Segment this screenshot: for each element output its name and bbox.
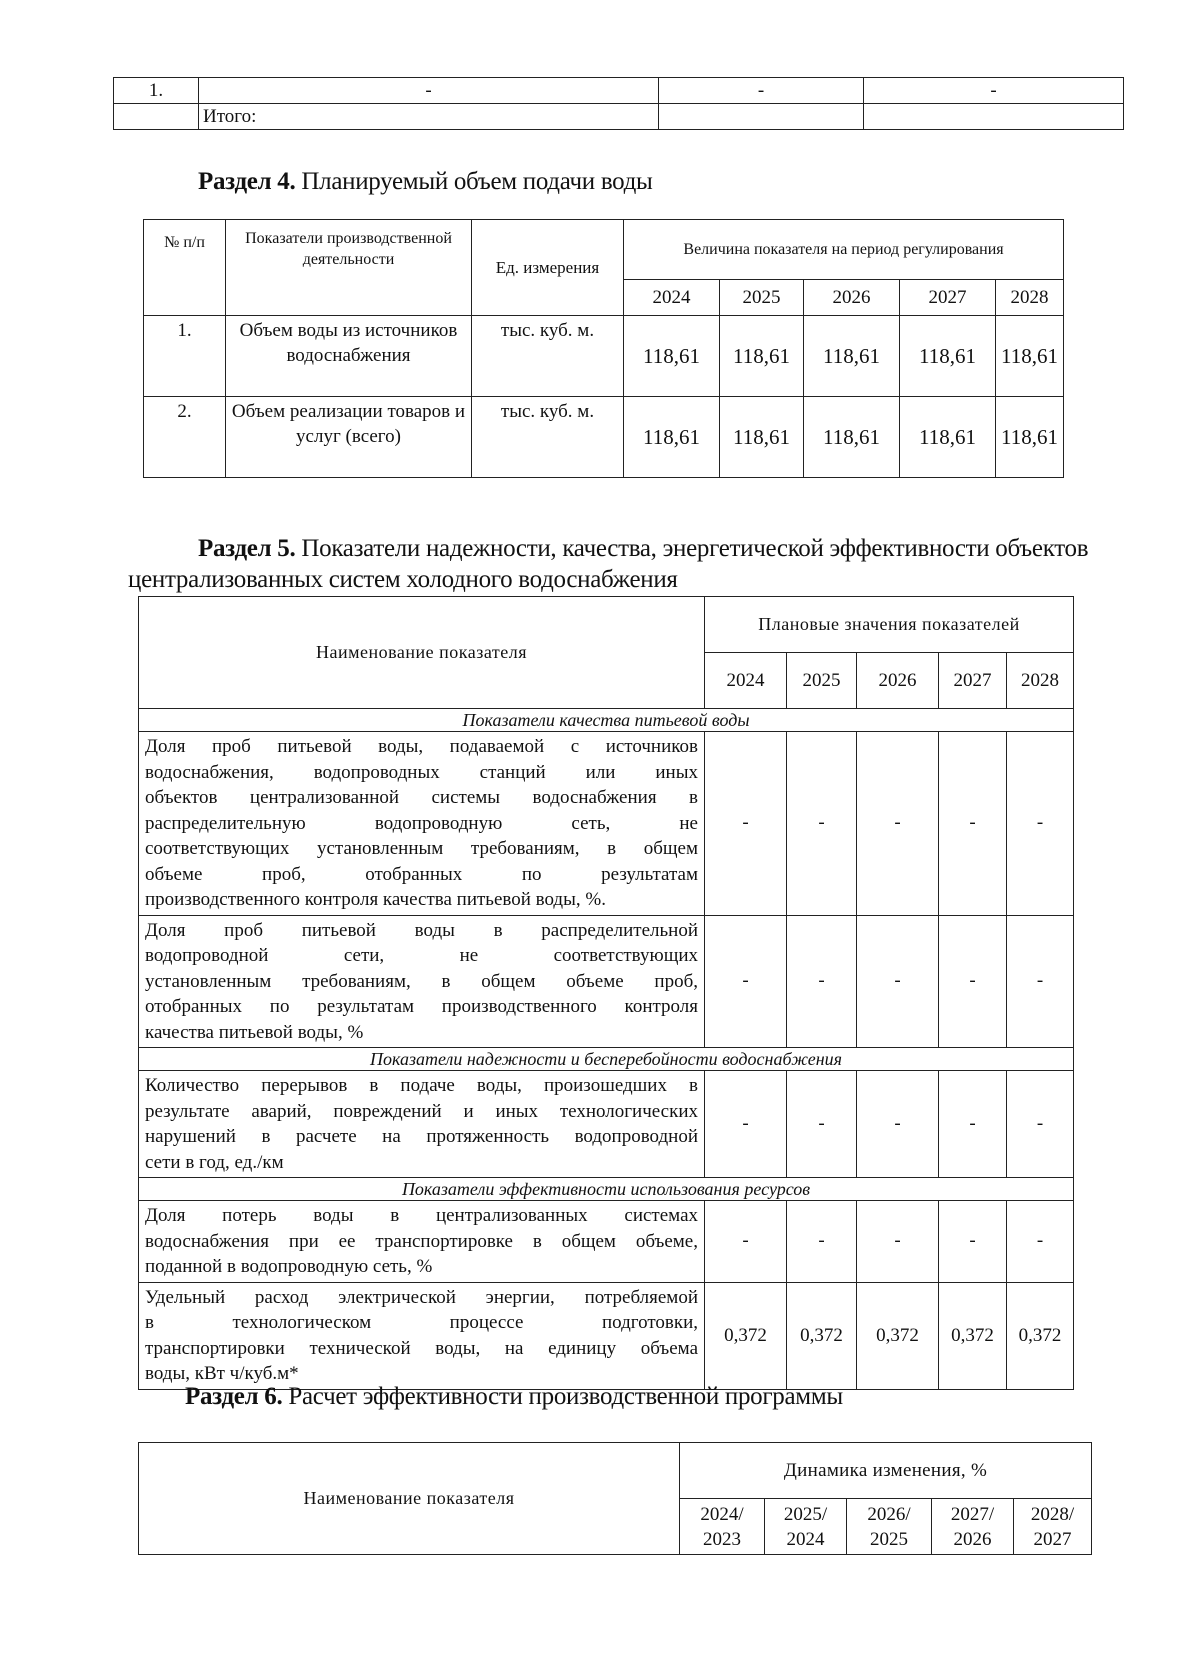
s6-period-top: 2026/: [867, 1503, 911, 1525]
section6-title-rest: Расчет эффективности производственной программы: [282, 1383, 843, 1410]
s5-r1-v2026: -: [857, 1071, 939, 1178]
top-total-label: Итого:: [199, 104, 659, 130]
s4-row1-v2025: 118,61: [720, 316, 804, 397]
s4-row2-v2024: 118,61: [624, 397, 720, 478]
s5-q1-line: производственного контроля качества питьевой воды, %.: [145, 889, 606, 910]
top-row1-c3: -: [659, 78, 864, 104]
s4-year-2026: 2026: [804, 280, 900, 316]
s6-period-bottom: 2024: [786, 1528, 825, 1550]
s6-period-2027-2026: [932, 1499, 1014, 1555]
s5-q1-v2028: -: [1007, 732, 1074, 916]
s5-e2-v2028: 0,372: [1007, 1282, 1074, 1389]
s6-period-top: 2028/: [1030, 1503, 1075, 1525]
section6-title-bold: Раздел 6.: [185, 1383, 283, 1410]
s4-row2-unit: тыс. куб. м.: [472, 397, 624, 478]
s5-q1-line: водоснабжения, водопроводных станций или иных: [145, 761, 698, 783]
s5-r1-line: нарушений в расчете на протяженность водопроводной: [145, 1126, 698, 1147]
s6-header-dynamics: Динамика изменения, %: [680, 1443, 1092, 1499]
s6-period-top: 2024/: [700, 1503, 744, 1525]
s4-row1-unit: тыс. куб. м.: [472, 316, 624, 397]
s5-q2-v2028: -: [1007, 915, 1074, 1048]
section6-table: [138, 1442, 1092, 1555]
s5-q2-v2026: -: [857, 915, 939, 1048]
s5-e1-name: [139, 1201, 705, 1283]
top-total-empty: [114, 104, 199, 130]
top-row1-c2: -: [199, 78, 659, 104]
s5-year-2024: 2024: [705, 653, 787, 709]
s5-header-name: Наименование показателя: [139, 597, 705, 709]
section4-title-rest: Планируемый объем подачи воды: [295, 168, 653, 195]
s6-period-2025-2024: [765, 1499, 847, 1555]
s4-year-2025: 2025: [720, 280, 804, 316]
s5-q1-v2024: -: [705, 732, 787, 916]
s5-e2-line: в технологическом процессе подготовки,: [145, 1312, 698, 1333]
section5-title-bold: Раздел 5.: [198, 535, 296, 562]
s5-r1-v2025: -: [787, 1071, 857, 1178]
s5-e2-name: [139, 1282, 705, 1389]
s5-year-2026: 2026: [857, 653, 939, 709]
section4-title: [198, 168, 653, 196]
section4-title-bold: Раздел 4.: [198, 168, 296, 195]
s5-q1-name: [139, 732, 705, 916]
s5-q1-line: объеме проб, отобранных по результатам: [145, 863, 698, 885]
s5-e1-line: Доля потерь воды в централизованных системах: [145, 1205, 698, 1226]
s5-q1-v2025: -: [787, 732, 857, 916]
s5-q1-v2027: -: [939, 732, 1007, 916]
s6-period-bottom: 2025: [870, 1528, 908, 1550]
s4-row2-name: Объем реализации товаров и услуг (всего): [226, 397, 472, 478]
s5-r1-v2024: -: [705, 1071, 787, 1178]
s5-e1-v2027: -: [939, 1201, 1007, 1283]
section5-title-rest: Показатели надежности, качества, энергетической эффективности объектов: [295, 535, 1089, 562]
s5-e2-v2024: 0,372: [705, 1282, 787, 1389]
s5-q1-v2026: -: [857, 732, 939, 916]
s4-row2-v2025: 118,61: [720, 397, 804, 478]
s5-category-efficiency: Показатели эффективности использования ресурсов: [139, 1178, 1074, 1201]
top-row1-num: 1.: [114, 78, 199, 104]
s5-r1-line: результате аварий, повреждений и иных технологических: [145, 1100, 698, 1122]
top-table: [113, 77, 1124, 130]
section6-title: [185, 1383, 843, 1411]
s4-row2-v2027: 118,61: [900, 397, 996, 478]
s4-year-2027: 2027: [900, 280, 996, 316]
s4-row1-num: 1.: [144, 316, 226, 397]
s5-r1-line: сети в год, ед./км: [145, 1151, 284, 1173]
s5-q2-name: [139, 915, 705, 1048]
top-total-c3: [659, 104, 864, 130]
s5-year-2028: 2028: [1007, 653, 1074, 709]
s5-e2-line: воды, кВт ч/куб.м*: [145, 1363, 299, 1384]
s4-row1-v2026: 118,61: [804, 316, 900, 397]
s5-r1-name: [139, 1071, 705, 1178]
s5-r1-v2027: -: [939, 1071, 1007, 1178]
s5-e1-v2026: -: [857, 1201, 939, 1283]
s5-q2-line: качества питьевой воды, %: [145, 1021, 364, 1043]
s6-period-bottom: 2023: [703, 1528, 741, 1550]
s5-e1-v2025: -: [787, 1201, 857, 1283]
s5-year-2027: 2027: [939, 653, 1007, 709]
top-row1-c4: -: [864, 78, 1124, 104]
s4-header-indicator: Показатели производственной деятельности: [226, 220, 472, 316]
s5-e2-v2026: 0,372: [857, 1282, 939, 1389]
s5-r1-v2028: -: [1007, 1071, 1074, 1178]
s4-row1-v2024: 118,61: [624, 316, 720, 397]
s5-q1-line: распределительную водопроводную сеть, не: [145, 812, 698, 834]
s5-q1-line: объектов централизованной системы водоснабжения в: [145, 787, 698, 808]
s4-row1-name: Объем воды из источников водоснабжения: [226, 316, 472, 397]
section5-table: [138, 596, 1074, 1390]
s6-header-name: Наименование показателя: [139, 1443, 680, 1555]
s5-e1-v2028: -: [1007, 1201, 1074, 1283]
s6-period-top: 2025/: [783, 1503, 828, 1525]
s4-row2-num: 2.: [144, 397, 226, 478]
s4-row2-v2026: 118,61: [804, 397, 900, 478]
s5-e1-line: поданной в водопроводную сеть, %: [145, 1256, 433, 1277]
s4-header-unit: Ед. измерения: [472, 220, 624, 316]
s4-year-2028: 2028: [996, 280, 1064, 316]
s5-e2-line: транспортировки технической воды, на единицу объема: [145, 1337, 698, 1359]
section5-title: [198, 535, 1088, 563]
s5-header-plan: Плановые значения показателей: [705, 597, 1074, 653]
s6-period-2026-2025: [847, 1499, 932, 1555]
s5-q2-line: Доля проб питьевой воды в распределительной: [145, 919, 698, 941]
s6-period-2024-2023: [680, 1499, 765, 1555]
s5-e2-line: Удельный расход электрической энергии, потребляемой: [145, 1286, 698, 1308]
s6-period-2028-2027: [1014, 1499, 1092, 1555]
s5-e1-line: водоснабжения при ее транспортировке в общем объеме,: [145, 1230, 698, 1252]
s5-year-2025: 2025: [787, 653, 857, 709]
s5-q2-line: водопроводной сети, не соответствующих: [145, 945, 698, 966]
s5-category-reliability: Показатели надежности и бесперебойности водоснабжения: [139, 1048, 1074, 1071]
s5-q2-line: отобранных по результатам производственного контроля: [145, 996, 698, 1017]
section5-title-line2: централизованных систем холодного водоснабжения: [128, 566, 678, 593]
s6-period-bottom: 2026: [953, 1528, 992, 1550]
s5-q2-v2027: -: [939, 915, 1007, 1048]
s6-period-bottom: 2027: [1033, 1528, 1072, 1550]
s4-header-num: № п/п: [144, 220, 226, 316]
s5-q2-v2025: -: [787, 915, 857, 1048]
s4-header-period: Величина показателя на период регулирования: [624, 220, 1064, 280]
s6-period-top: 2027/: [950, 1503, 995, 1525]
s5-e2-v2027: 0,372: [939, 1282, 1007, 1389]
s5-e2-v2025: 0,372: [787, 1282, 857, 1389]
s4-row1-v2028: 118,61: [996, 316, 1064, 397]
s4-row2-v2028: 118,61: [996, 397, 1064, 478]
s5-q2-v2024: -: [705, 915, 787, 1048]
top-total-c4: [864, 104, 1124, 130]
s4-year-2024: 2024: [624, 280, 720, 316]
s5-category-quality: Показатели качества питьевой воды: [139, 709, 1074, 732]
s5-q1-line: Доля проб питьевой воды, подаваемой с источников: [145, 736, 698, 757]
s5-e1-v2024: -: [705, 1201, 787, 1283]
s5-q2-line: установленным требованиям, в общем объеме проб,: [145, 970, 698, 992]
s5-q1-line: соответствующих установленным требованиям, в общем: [145, 838, 698, 859]
s4-row1-v2027: 118,61: [900, 316, 996, 397]
s5-r1-line: Количество перерывов в подаче воды, произошедших в: [145, 1075, 698, 1096]
section4-table: [143, 219, 1064, 478]
